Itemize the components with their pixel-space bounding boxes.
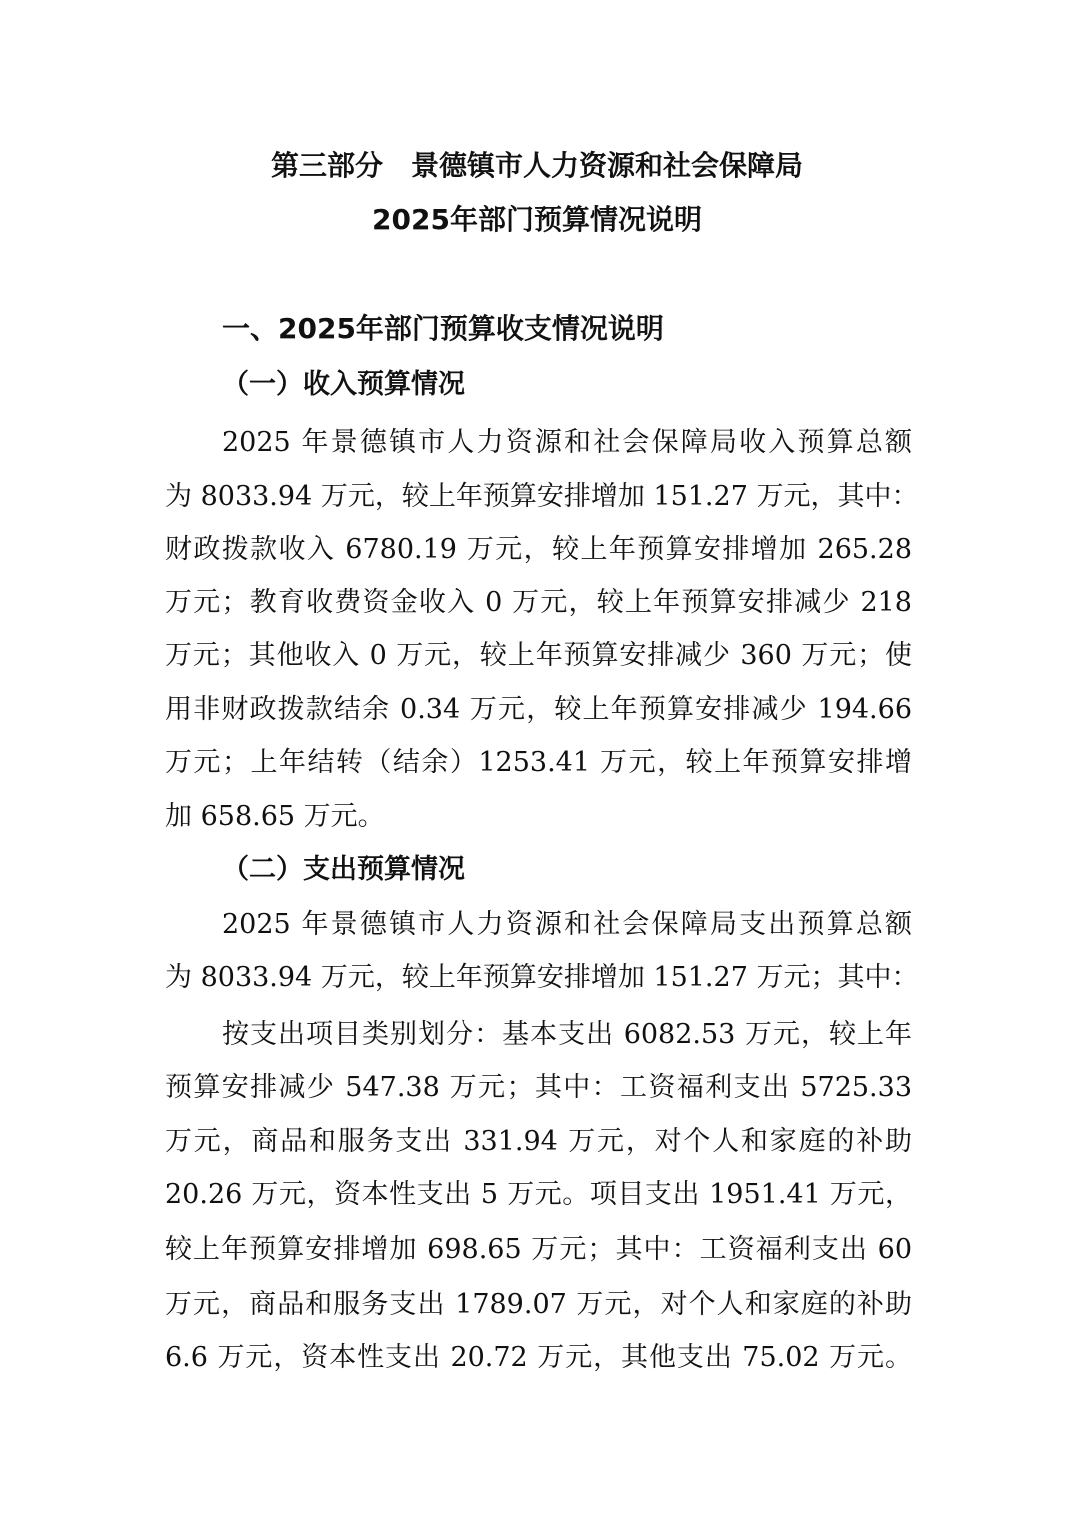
expense-heading: （二）支出预算情况: [222, 854, 465, 885]
text-line: 20.26 万元，资本性支出 5 万元。项目支出 1951.41 万元，: [165, 1179, 912, 1210]
document-title: 第三部分 景德镇市人力资源和社会保障局: [270, 149, 803, 182]
text-line: 万元；教育收费资金收入 0 万元，较上年预算安排减少 218: [165, 587, 912, 618]
text-line: 较上年预算安排增加 698.65 万元；其中：工资福利支出 60: [165, 1234, 912, 1265]
text-line: 万元，商品和服务支出 331.94 万元，对个人和家庭的补助: [165, 1126, 912, 1157]
text-line: 2025 年景德镇市人力资源和社会保障局收入预算总额: [222, 427, 912, 458]
text-line: 用非财政拨款结余 0.34 万元，较上年预算安排减少 194.66: [165, 694, 912, 725]
text-line: 加 658.65 万元。: [165, 801, 385, 832]
income-heading: （一）收入预算情况: [222, 369, 465, 400]
text-line: 万元，商品和服务支出 1789.07 万元，对个人和家庭的补助: [165, 1289, 912, 1320]
text-line: 财政拨款收入 6780.19 万元，较上年预算安排增加 265.28: [165, 534, 912, 565]
text-line: 万元；上年结转（结余）1253.41 万元，较上年预算安排增: [165, 747, 912, 778]
document-subtitle: 2025年部门预算情况说明: [372, 203, 702, 236]
text-line: 万元；其他收入 0 万元，较上年预算安排减少 360 万元；使: [165, 640, 912, 671]
text-line: 预算安排减少 547.38 万元；其中：工资福利支出 5725.33: [165, 1072, 912, 1103]
text-line: 为 8033.94 万元，较上年预算安排增加 151.27 万元；其中：: [165, 962, 919, 993]
text-line: 2025 年景德镇市人力资源和社会保障局支出预算总额: [222, 909, 912, 940]
text-line: 按支出项目类别划分：基本支出 6082.53 万元，较上年: [222, 1019, 912, 1050]
text-line: 为 8033.94 万元，较上年预算安排增加 151.27 万元，其中：: [165, 481, 919, 512]
section-heading: 一、2025年部门预算收支情况说明: [222, 312, 664, 345]
text-line: 6.6 万元，资本性支出 20.72 万元，其他支出 75.02 万元。: [165, 1342, 912, 1373]
